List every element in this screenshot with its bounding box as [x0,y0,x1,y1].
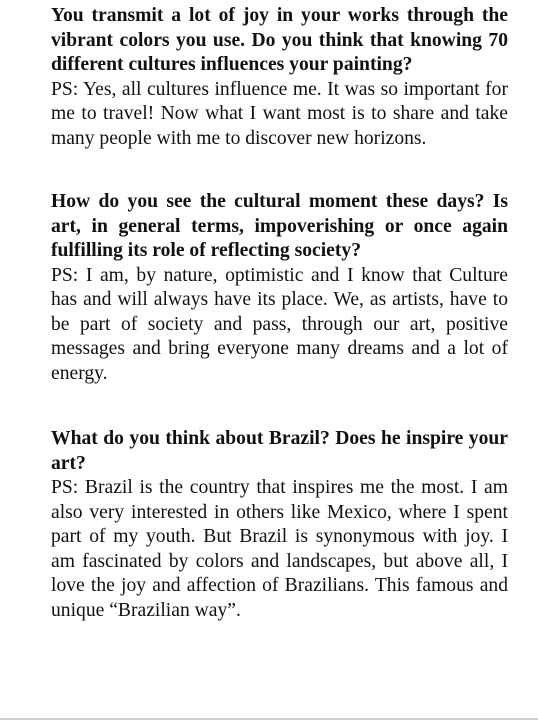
interview-answer-3: PS: Brazil is the country that inspires me the most. I am also very interested in others like Mexico, where I spent part of my youth. But Brazil is synonymous with joy. I am fascinated by colors and landscapes, but above all, I love the joy and affection of Brazilians. This famous and unique “Brazilian way”. [51,477,508,621]
interview-question-3: What do you think about Brazil? Does he inspire your art? [51,428,508,474]
interview-answer-1: PS: Yes, all cultures influence me. It was so important for me to travel! Now what I want most is to share and take many people with me to discover new horizons. [51,78,508,149]
interview-block-2 [51,190,508,386]
interview-question-1: You transmit a lot of joy in your works through the vibrant colors you use. Do you think that knowing 70 different cultures influences your painting? [51,5,508,75]
interview-block-1 [51,4,508,151]
interview-question-2: How do you see the cultural moment these days? Is art, in general terms, impoverishing or once again fulfilling its role of reflecting society? [51,191,508,261]
interview-block-3 [51,427,508,623]
interview-answer-2: PS: I am, by nature, optimistic and I know that Culture has and will always have its place. We, as artists, have to be part of society and pass, through our art, positive messages and bring everyone many dreams and a lot of energy. [51,264,508,384]
